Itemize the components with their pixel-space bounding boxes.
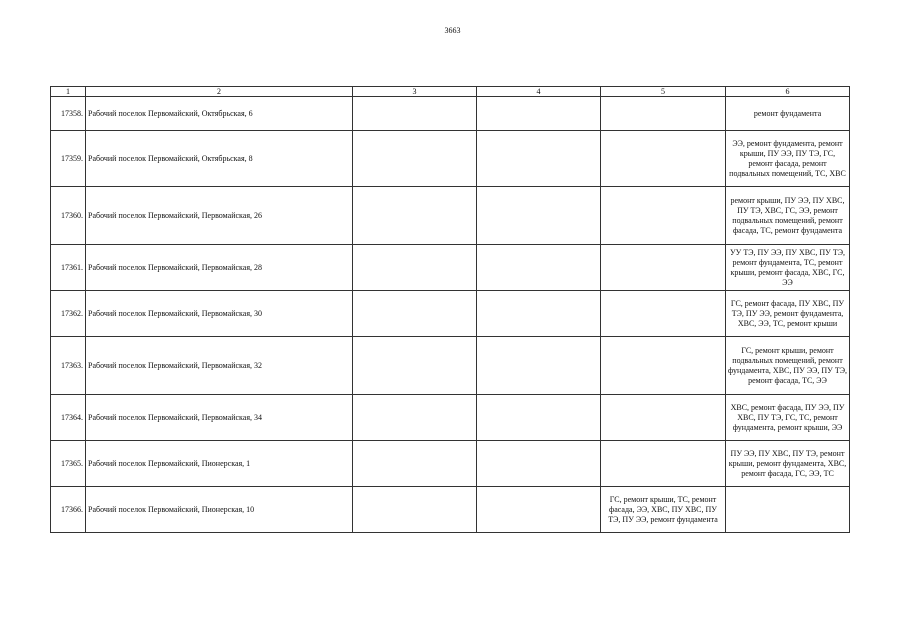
table-row: [51, 291, 850, 337]
works-list-cell: ПУ ЭЭ, ПУ ХВС, ПУ ТЭ, ремонт крыши, ремонт фундамента, ХВС, ремонт фасада, ГС, ЭЭ, ТС: [726, 441, 850, 487]
table-row: [51, 97, 850, 131]
address-cell: Рабочий поселок Первомайский, Первомайская, 28: [86, 245, 353, 291]
column-3-cell: [353, 487, 477, 533]
works-list-cell: [726, 487, 850, 533]
row-number: 17362.: [51, 291, 86, 337]
row-number: 17363.: [51, 337, 86, 395]
column-5-cell: [601, 441, 726, 487]
column-3-cell: [353, 97, 477, 131]
table-row: [51, 187, 850, 245]
column-5-cell: [601, 291, 726, 337]
works-list-cell: УУ ТЭ, ПУ ЭЭ, ПУ ХВС, ПУ ТЭ, ремонт фундамента, ТС, ремонт крыши, ремонт фасада, ХВС, ГС, ЭЭ: [726, 245, 850, 291]
table-row: [51, 441, 850, 487]
column-5-cell: [601, 97, 726, 131]
works-list-cell: ЭЭ, ремонт фундамента, ремонт крыши, ПУ ЭЭ, ПУ ТЭ, ГС, ремонт фасада, ремонт подвальных помещений, ТС, ХВС: [726, 131, 850, 187]
address-cell: Рабочий поселок Первомайский, Октябрьская, 8: [86, 131, 353, 187]
row-number: 17365.: [51, 441, 86, 487]
column-3-cell: [353, 395, 477, 441]
column-5-cell: ГС, ремонт крыши, ТС, ремонт фасада, ЭЭ, ХВС, ПУ ХВС, ПУ ТЭ, ПУ ЭЭ, ремонт фундамента: [601, 487, 726, 533]
column-5-cell: [601, 337, 726, 395]
works-list-cell: ремонт крыши, ПУ ЭЭ, ПУ ХВС, ПУ ТЭ, ХВС, ГС, ЭЭ, ремонт подвальных помещений, ремонт фасада, ТС, ремонт фундамента: [726, 187, 850, 245]
table-row: [51, 131, 850, 187]
column-4-cell: [477, 487, 601, 533]
column-3-cell: [353, 131, 477, 187]
address-cell: Рабочий поселок Первомайский, Первомайская, 34: [86, 395, 353, 441]
address-cell: Рабочий поселок Первомайский, Первомайская, 30: [86, 291, 353, 337]
column-header: 3: [353, 87, 477, 97]
column-4-cell: [477, 187, 601, 245]
page-number: 3663: [444, 26, 461, 35]
column-5-cell: [601, 131, 726, 187]
works-list-cell: ГС, ремонт крыши, ремонт подвальных помещений, ремонт фундамента, ХВС, ПУ ЭЭ, ПУ ТЭ, ремонт фасада, ТС, ЭЭ: [726, 337, 850, 395]
works-list-cell: ХВС, ремонт фасада, ПУ ЭЭ, ПУ ХВС, ПУ ТЭ, ГС, ТС, ремонт фундамента, ремонт крыши, ЭЭ: [726, 395, 850, 441]
table-row: [51, 487, 850, 533]
column-3-cell: [353, 291, 477, 337]
column-4-cell: [477, 337, 601, 395]
table-row: [51, 337, 850, 395]
column-header: 4: [477, 87, 601, 97]
address-cell: Рабочий поселок Первомайский, Первомайская, 26: [86, 187, 353, 245]
works-list-cell: ГС, ремонт фасада, ПУ ХВС, ПУ ТЭ, ПУ ЭЭ, ремонт фундамента, ХВС, ЭЭ, ТС, ремонт крыши: [726, 291, 850, 337]
column-3-cell: [353, 245, 477, 291]
column-5-cell: [601, 187, 726, 245]
column-5-cell: [601, 245, 726, 291]
address-cell: Рабочий поселок Первомайский, Пионерская, 1: [86, 441, 353, 487]
address-cell: Рабочий поселок Первомайский, Пионерская, 10: [86, 487, 353, 533]
column-header: 2: [86, 87, 353, 97]
works-list-cell: ремонт фундамента: [726, 97, 850, 131]
column-3-cell: [353, 441, 477, 487]
column-4-cell: [477, 395, 601, 441]
address-cell: Рабочий поселок Первомайский, Первомайская, 32: [86, 337, 353, 395]
column-4-cell: [477, 131, 601, 187]
address-cell: Рабочий поселок Первомайский, Октябрьская, 6: [86, 97, 353, 131]
column-3-cell: [353, 337, 477, 395]
column-header: 5: [601, 87, 726, 97]
row-number: 17361.: [51, 245, 86, 291]
row-number: 17360.: [51, 187, 86, 245]
column-header: 1: [51, 87, 86, 97]
table-row: [51, 245, 850, 291]
column-4-cell: [477, 245, 601, 291]
row-number: 17366.: [51, 487, 86, 533]
column-3-cell: [353, 187, 477, 245]
column-4-cell: [477, 441, 601, 487]
row-number: 17364.: [51, 395, 86, 441]
row-number: 17358.: [51, 97, 86, 131]
column-header: 6: [726, 87, 850, 97]
works-table: [50, 86, 850, 533]
row-number: 17359.: [51, 131, 86, 187]
column-4-cell: [477, 97, 601, 131]
column-4-cell: [477, 291, 601, 337]
column-5-cell: [601, 395, 726, 441]
table-row: [51, 395, 850, 441]
table-header-row: [51, 87, 850, 97]
